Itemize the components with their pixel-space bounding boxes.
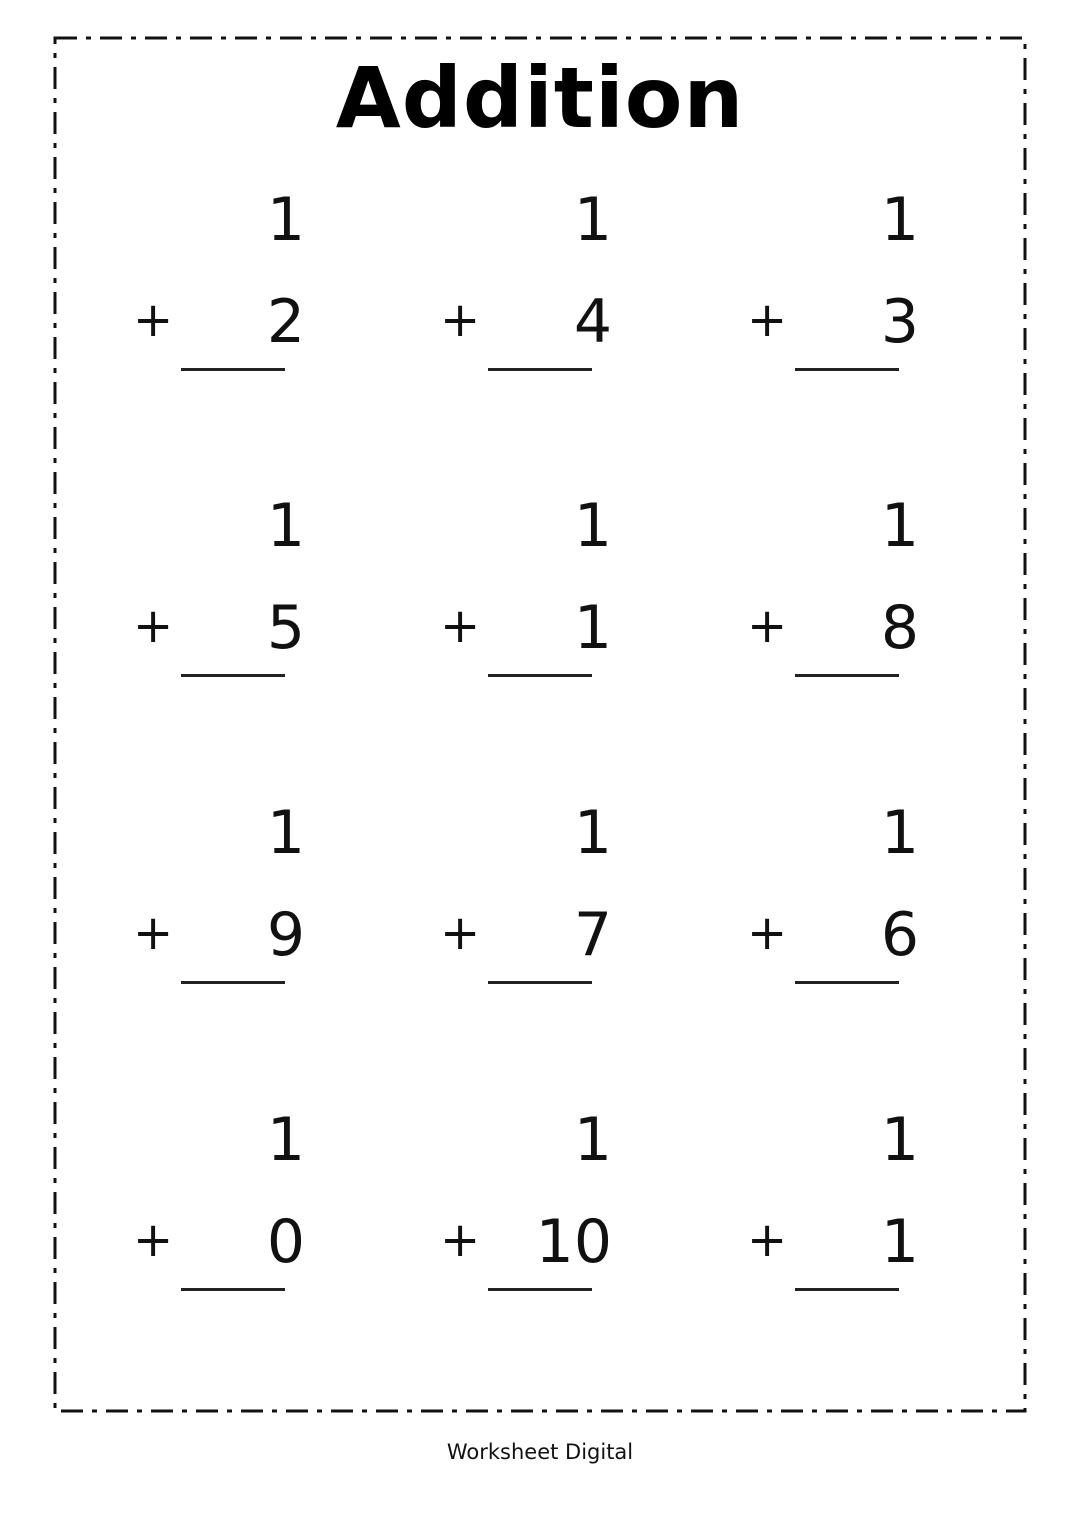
bottom-addend: 1	[573, 593, 612, 663]
plus-sign: +	[747, 292, 788, 348]
problem-9	[747, 798, 947, 998]
answer-line	[795, 981, 899, 984]
bottom-addend: 3	[880, 287, 919, 357]
bottom-addend: 10	[535, 1207, 612, 1277]
bottom-addend: 9	[266, 900, 305, 970]
plus-sign: +	[133, 905, 174, 961]
footer-brand: Worksheet Digital	[446, 1440, 634, 1464]
top-addend: 1	[880, 798, 919, 868]
plus-sign: +	[440, 1212, 481, 1268]
bottom-addend: 6	[880, 900, 919, 970]
worksheet-title: Addition	[335, 49, 745, 147]
bottom-addend: 1	[880, 1207, 919, 1277]
bottom-addend: 8	[880, 593, 919, 663]
problem-1	[133, 185, 333, 385]
plus-sign: +	[133, 292, 174, 348]
plus-sign: +	[747, 598, 788, 654]
plus-sign: +	[440, 292, 481, 348]
problem-5	[440, 491, 640, 691]
plus-sign: +	[133, 598, 174, 654]
answer-line	[488, 1288, 592, 1291]
answer-line	[181, 674, 285, 677]
top-addend: 1	[573, 798, 612, 868]
answer-line	[488, 674, 592, 677]
answer-line	[181, 368, 285, 371]
answer-line	[795, 368, 899, 371]
bottom-addend: 7	[573, 900, 612, 970]
plus-sign: +	[747, 905, 788, 961]
top-addend: 1	[880, 185, 919, 255]
top-addend: 1	[573, 185, 612, 255]
problem-3	[747, 185, 947, 385]
top-addend: 1	[880, 1105, 919, 1175]
bottom-addend: 5	[266, 593, 305, 663]
answer-line	[488, 368, 592, 371]
problem-2	[440, 185, 640, 385]
top-addend: 1	[573, 491, 612, 561]
top-addend: 1	[266, 1105, 305, 1175]
answer-line	[795, 1288, 899, 1291]
problem-11	[440, 1105, 640, 1305]
answer-line	[181, 981, 285, 984]
top-addend: 1	[880, 491, 919, 561]
problem-8	[440, 798, 640, 998]
plus-sign: +	[747, 1212, 788, 1268]
plus-sign: +	[440, 905, 481, 961]
problem-10	[133, 1105, 333, 1305]
problem-12	[747, 1105, 947, 1305]
top-addend: 1	[266, 185, 305, 255]
answer-line	[795, 674, 899, 677]
top-addend: 1	[266, 491, 305, 561]
problem-7	[133, 798, 333, 998]
bottom-addend: 2	[266, 287, 305, 357]
bottom-addend: 4	[573, 287, 612, 357]
top-addend: 1	[266, 798, 305, 868]
plus-sign: +	[133, 1212, 174, 1268]
bottom-addend: 0	[266, 1207, 305, 1277]
answer-line	[488, 981, 592, 984]
problem-4	[133, 491, 333, 691]
answer-line	[181, 1288, 285, 1291]
problem-6	[747, 491, 947, 691]
plus-sign: +	[440, 598, 481, 654]
top-addend: 1	[573, 1105, 612, 1175]
